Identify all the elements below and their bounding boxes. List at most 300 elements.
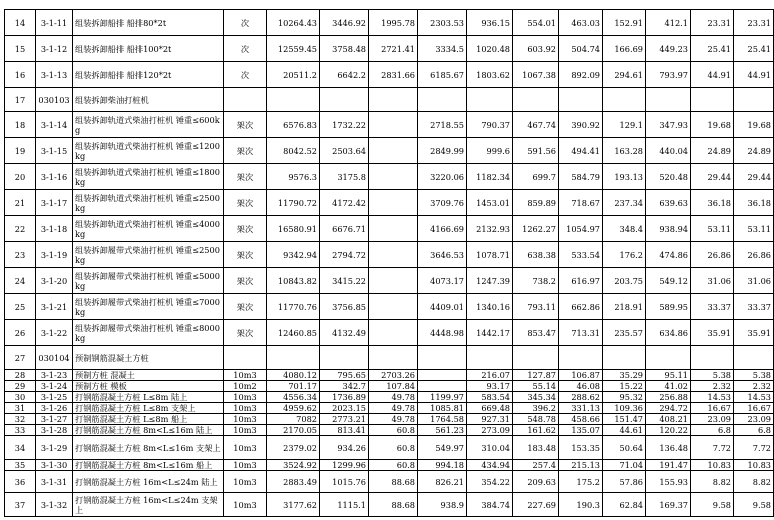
value-cell-v8: 129.1	[603, 112, 646, 138]
value-cell-total: 3524.92	[267, 460, 320, 471]
quota-code-cell: 3-1-29	[36, 436, 73, 460]
item-name-cell: 打钢筋混凝土方桩 L≤8m 陆上	[73, 392, 224, 403]
value-cell-v11: 9.58	[734, 493, 774, 517]
value-cell-v8: 50.64	[603, 436, 646, 460]
value-cell-v6: 554.01	[513, 10, 559, 36]
value-cell-machinery: 1085.81	[418, 403, 467, 414]
item-name-cell: 组装拆卸履带式柴油打桩机 锤重≤7000kg	[73, 294, 224, 320]
value-cell-material	[369, 164, 418, 190]
value-cell-v5: 384.74	[467, 493, 513, 517]
value-cell-labor: 934.26	[320, 436, 369, 460]
value-cell-v9: 347.93	[646, 112, 691, 138]
value-cell-v8	[603, 346, 646, 370]
table-row	[5, 138, 774, 164]
value-cell-v8: 95.32	[603, 392, 646, 403]
quota-code-cell: 3-1-14	[36, 112, 73, 138]
value-cell-v11: 6.8	[734, 425, 774, 436]
quota-code-cell: 3-1-11	[36, 10, 73, 36]
value-cell-machinery: 4409.01	[418, 294, 467, 320]
value-cell-machinery: 3709.76	[418, 190, 467, 216]
value-cell-total	[267, 346, 320, 370]
value-cell-v10: 14.53	[691, 392, 734, 403]
value-cell-total: 9576.3	[267, 164, 320, 190]
value-cell-v5: 936.15	[467, 10, 513, 36]
item-name-cell: 打钢筋混凝土方桩 8m<L≤16m 船上	[73, 460, 224, 471]
value-cell-total: 4959.62	[267, 403, 320, 414]
row-number-cell: 18	[5, 112, 36, 138]
row-number-cell: 19	[5, 138, 36, 164]
value-cell-v7: 458.66	[559, 414, 603, 425]
value-cell-v9: 120.22	[646, 425, 691, 436]
row-number-cell: 25	[5, 294, 36, 320]
value-cell-v9: 136.48	[646, 436, 691, 460]
item-name-cell: 组装拆卸轨道式柴油打桩机 锤重≤4000kg	[73, 216, 224, 242]
value-cell-total: 3177.62	[267, 493, 320, 517]
value-cell-v10: 16.67	[691, 403, 734, 414]
value-cell-v10: 24.89	[691, 138, 734, 164]
unit-cell: 10m3	[224, 425, 267, 436]
unit-cell: 10m3	[224, 392, 267, 403]
value-cell-v11: 44.91	[734, 62, 774, 88]
value-cell-v5: 93.17	[467, 381, 513, 392]
value-cell-v8: 62.84	[603, 493, 646, 517]
value-cell-v8: 35.29	[603, 370, 646, 381]
value-cell-material: 49.78	[369, 403, 418, 414]
table-row	[5, 112, 774, 138]
value-cell-v8: 237.34	[603, 190, 646, 216]
value-cell-material: 49.78	[369, 392, 418, 403]
unit-cell: 架次	[224, 320, 267, 346]
value-cell-v5: 354.22	[467, 471, 513, 493]
value-cell-material	[369, 268, 418, 294]
value-cell-machinery: 1199.97	[418, 392, 467, 403]
value-cell-v5: 273.09	[467, 425, 513, 436]
value-cell-v5: 310.04	[467, 436, 513, 460]
row-number-cell: 17	[5, 88, 36, 112]
table-row	[5, 460, 774, 471]
row-number-cell: 31	[5, 403, 36, 414]
quota-code-cell: 3-1-18	[36, 216, 73, 242]
item-name-cell: 打钢筋混凝土方桩 8m<L≤16m 支架上	[73, 436, 224, 460]
value-cell-total: 20511.2	[267, 62, 320, 88]
value-cell-v5: 927.31	[467, 414, 513, 425]
value-cell-v6: 257.4	[513, 460, 559, 471]
table-row	[5, 436, 774, 460]
value-cell-material: 107.84	[369, 381, 418, 392]
value-cell-material	[369, 190, 418, 216]
row-number-cell: 16	[5, 62, 36, 88]
table-row	[5, 294, 774, 320]
unit-cell: 架次	[224, 242, 267, 268]
unit-cell: 10m3	[224, 493, 267, 517]
value-cell-v11: 24.89	[734, 138, 774, 164]
unit-cell: 架次	[224, 294, 267, 320]
value-cell-v9: 634.86	[646, 320, 691, 346]
quota-code-cell: 3-1-19	[36, 242, 73, 268]
value-cell-material: 2831.66	[369, 62, 418, 88]
row-number-cell: 21	[5, 190, 36, 216]
item-name-cell: 组装拆卸履带式柴油打桩机 锤重≤5000kg	[73, 268, 224, 294]
value-cell-total: 2379.02	[267, 436, 320, 460]
value-cell-v8: 203.75	[603, 268, 646, 294]
value-cell-machinery: 2849.99	[418, 138, 467, 164]
value-cell-total: 4080.12	[267, 370, 320, 381]
value-cell-material: 2721.41	[369, 36, 418, 62]
value-cell-total: 2170.05	[267, 425, 320, 436]
value-cell-labor: 6676.71	[320, 216, 369, 242]
value-cell-total: 8042.52	[267, 138, 320, 164]
quota-code-cell: 3-1-27	[36, 414, 73, 425]
value-cell-machinery: 4073.17	[418, 268, 467, 294]
quota-code-cell: 3-1-31	[36, 471, 73, 493]
table-row	[5, 268, 774, 294]
unit-cell: 10m2	[224, 381, 267, 392]
table-row	[5, 381, 774, 392]
value-cell-labor: 3446.92	[320, 10, 369, 36]
row-number-cell: 26	[5, 320, 36, 346]
value-cell-v10: 23.31	[691, 10, 734, 36]
row-number-cell: 34	[5, 436, 36, 460]
value-cell-v8: 15.22	[603, 381, 646, 392]
value-cell-v9	[646, 346, 691, 370]
value-cell-labor: 4172.42	[320, 190, 369, 216]
value-cell-total: 2883.49	[267, 471, 320, 493]
value-cell-machinery	[418, 381, 467, 392]
value-cell-v7: 892.09	[559, 62, 603, 88]
quota-code-cell: 3-1-12	[36, 36, 73, 62]
value-cell-v8: 44.61	[603, 425, 646, 436]
table-row	[5, 36, 774, 62]
value-cell-machinery: 1764.58	[418, 414, 467, 425]
row-number-cell: 14	[5, 10, 36, 36]
value-cell-machinery: 3220.06	[418, 164, 467, 190]
quota-code-cell: 3-1-23	[36, 370, 73, 381]
value-cell-v6: 1262.27	[513, 216, 559, 242]
value-cell-v11: 16.67	[734, 403, 774, 414]
value-cell-v8: 193.13	[603, 164, 646, 190]
value-cell-v6: 396.2	[513, 403, 559, 414]
value-cell-v9: 41.02	[646, 381, 691, 392]
row-number-cell: 33	[5, 425, 36, 436]
table-row	[5, 62, 774, 88]
value-cell-v9: 191.47	[646, 460, 691, 471]
value-cell-total: 12559.45	[267, 36, 320, 62]
table-row	[5, 216, 774, 242]
value-cell-total: 11770.76	[267, 294, 320, 320]
value-cell-v6: 859.89	[513, 190, 559, 216]
quota-code-cell: 3-1-24	[36, 381, 73, 392]
value-cell-v9: 474.86	[646, 242, 691, 268]
value-cell-labor: 1115.1	[320, 493, 369, 517]
value-cell-labor: 1015.76	[320, 471, 369, 493]
value-cell-v9: 294.72	[646, 403, 691, 414]
value-cell-v6: 55.14	[513, 381, 559, 392]
item-name-cell: 组装拆卸船排 船排120*2t	[73, 62, 224, 88]
table-body	[5, 10, 774, 517]
value-cell-labor: 1299.96	[320, 460, 369, 471]
value-cell-machinery	[418, 346, 467, 370]
value-cell-v7: 190.3	[559, 493, 603, 517]
unit-cell: 架次	[224, 164, 267, 190]
value-cell-machinery: 3646.53	[418, 242, 467, 268]
unit-cell: 架次	[224, 138, 267, 164]
value-cell-v11: 36.18	[734, 190, 774, 216]
unit-cell: 次	[224, 10, 267, 36]
value-cell-v10: 19.68	[691, 112, 734, 138]
item-name-cell: 组装拆卸轨道式柴油打桩机 锤重≤2500kg	[73, 190, 224, 216]
quota-code-cell: 030104	[36, 346, 73, 370]
value-cell-v8: 151.47	[603, 414, 646, 425]
value-cell-v10: 29.44	[691, 164, 734, 190]
value-cell-v10: 23.09	[691, 414, 734, 425]
value-cell-v5: 2132.93	[467, 216, 513, 242]
value-cell-v8: 109.36	[603, 403, 646, 414]
unit-cell: 10m3	[224, 370, 267, 381]
value-cell-v10: 10.83	[691, 460, 734, 471]
value-cell-v6: 603.92	[513, 36, 559, 62]
unit-cell: 10m3	[224, 471, 267, 493]
table-row	[5, 164, 774, 190]
value-cell-v6: 161.62	[513, 425, 559, 436]
value-cell-v9: 793.97	[646, 62, 691, 88]
value-cell-v7: 494.41	[559, 138, 603, 164]
value-cell-v8	[603, 88, 646, 112]
value-cell-v9: 589.95	[646, 294, 691, 320]
value-cell-v10: 26.86	[691, 242, 734, 268]
value-cell-machinery: 549.97	[418, 436, 467, 460]
table-row	[5, 425, 774, 436]
table-row	[5, 414, 774, 425]
value-cell-labor: 3175.8	[320, 164, 369, 190]
value-cell-v6: 793.11	[513, 294, 559, 320]
quota-code-cell: 3-1-22	[36, 320, 73, 346]
value-cell-v11	[734, 346, 774, 370]
value-cell-v5: 999.6	[467, 138, 513, 164]
value-cell-v6: 548.78	[513, 414, 559, 425]
value-cell-machinery: 994.18	[418, 460, 467, 471]
value-cell-v7: 713.31	[559, 320, 603, 346]
value-cell-v10: 7.72	[691, 436, 734, 460]
quota-code-cell: 3-1-17	[36, 190, 73, 216]
value-cell-v6: 227.69	[513, 493, 559, 517]
value-cell-v8: 57.86	[603, 471, 646, 493]
value-cell-v9: 256.88	[646, 392, 691, 403]
value-cell-labor	[320, 346, 369, 370]
row-number-cell: 15	[5, 36, 36, 62]
value-cell-v5: 1803.62	[467, 62, 513, 88]
value-cell-machinery	[418, 88, 467, 112]
item-name-cell: 打钢筋混凝土方桩 16m<L≤24m 陆上	[73, 471, 224, 493]
value-cell-v6: 638.38	[513, 242, 559, 268]
row-number-cell: 29	[5, 381, 36, 392]
item-name-cell: 预制钢筋混凝土方桩	[73, 346, 224, 370]
value-cell-v7: 135.07	[559, 425, 603, 436]
value-cell-machinery: 561.23	[418, 425, 467, 436]
quota-code-cell: 3-1-13	[36, 62, 73, 88]
value-cell-material	[369, 346, 418, 370]
table-row	[5, 471, 774, 493]
value-cell-v11: 10.83	[734, 460, 774, 471]
value-cell-v5: 216.07	[467, 370, 513, 381]
value-cell-v9: 440.04	[646, 138, 691, 164]
value-cell-labor: 2023.15	[320, 403, 369, 414]
quota-table	[4, 9, 774, 517]
value-cell-v8: 71.04	[603, 460, 646, 471]
value-cell-v10: 31.06	[691, 268, 734, 294]
value-cell-v9: 449.23	[646, 36, 691, 62]
value-cell-v9: 938.94	[646, 216, 691, 242]
value-cell-v11: 19.68	[734, 112, 774, 138]
value-cell-v11: 26.86	[734, 242, 774, 268]
value-cell-v11: 31.06	[734, 268, 774, 294]
unit-cell: 架次	[224, 216, 267, 242]
value-cell-v7: 504.74	[559, 36, 603, 62]
value-cell-v10: 8.82	[691, 471, 734, 493]
quota-code-cell: 3-1-28	[36, 425, 73, 436]
row-number-cell: 32	[5, 414, 36, 425]
unit-cell: 10m3	[224, 460, 267, 471]
item-name-cell: 打钢筋混凝土方桩 16m<L≤24m 支架上	[73, 493, 224, 517]
value-cell-labor: 3415.22	[320, 268, 369, 294]
value-cell-labor: 342.7	[320, 381, 369, 392]
value-cell-machinery	[418, 370, 467, 381]
value-cell-v9: 408.21	[646, 414, 691, 425]
value-cell-v6: 591.56	[513, 138, 559, 164]
value-cell-labor: 1732.22	[320, 112, 369, 138]
quota-code-cell: 3-1-26	[36, 403, 73, 414]
table-row	[5, 88, 774, 112]
item-name-cell: 打钢筋混凝土方桩 8m<L≤16m 陆上	[73, 425, 224, 436]
value-cell-v5: 1247.39	[467, 268, 513, 294]
value-cell-v10	[691, 346, 734, 370]
value-cell-v7: 584.79	[559, 164, 603, 190]
table-row	[5, 370, 774, 381]
row-number-cell: 37	[5, 493, 36, 517]
value-cell-machinery: 826.21	[418, 471, 467, 493]
table-row	[5, 392, 774, 403]
value-cell-v11: 29.44	[734, 164, 774, 190]
value-cell-v7: 1054.97	[559, 216, 603, 242]
value-cell-material: 60.8	[369, 436, 418, 460]
value-cell-v10	[691, 88, 734, 112]
quota-code-cell: 3-1-20	[36, 268, 73, 294]
value-cell-material: 60.8	[369, 460, 418, 471]
value-cell-v7: 215.13	[559, 460, 603, 471]
value-cell-v7: 463.03	[559, 10, 603, 36]
value-cell-v5: 1078.71	[467, 242, 513, 268]
table-row	[5, 10, 774, 36]
value-cell-v11: 23.09	[734, 414, 774, 425]
value-cell-v8: 294.61	[603, 62, 646, 88]
value-cell-v10: 35.91	[691, 320, 734, 346]
value-cell-material: 60.8	[369, 425, 418, 436]
value-cell-v9: 549.12	[646, 268, 691, 294]
value-cell-material: 49.78	[369, 414, 418, 425]
value-cell-total: 10264.43	[267, 10, 320, 36]
value-cell-total: 12460.85	[267, 320, 320, 346]
value-cell-material	[369, 216, 418, 242]
table-row	[5, 346, 774, 370]
value-cell-v10: 33.37	[691, 294, 734, 320]
row-number-cell: 28	[5, 370, 36, 381]
value-cell-v9: 155.93	[646, 471, 691, 493]
value-cell-material	[369, 138, 418, 164]
value-cell-material: 88.68	[369, 493, 418, 517]
unit-cell: 次	[224, 36, 267, 62]
value-cell-v5: 583.54	[467, 392, 513, 403]
value-cell-v6: 1067.38	[513, 62, 559, 88]
value-cell-v6: 853.47	[513, 320, 559, 346]
value-cell-total: 7082	[267, 414, 320, 425]
value-cell-v5: 1020.48	[467, 36, 513, 62]
table-row	[5, 242, 774, 268]
value-cell-v10: 9.58	[691, 493, 734, 517]
value-cell-v7: 390.92	[559, 112, 603, 138]
value-cell-v9: 639.63	[646, 190, 691, 216]
item-name-cell: 打钢筋混凝土方桩 L≤8m 船上	[73, 414, 224, 425]
unit-cell: 架次	[224, 268, 267, 294]
value-cell-v10: 6.8	[691, 425, 734, 436]
value-cell-v8: 348.4	[603, 216, 646, 242]
row-number-cell: 36	[5, 471, 36, 493]
value-cell-v5: 434.94	[467, 460, 513, 471]
value-cell-v10: 25.41	[691, 36, 734, 62]
value-cell-labor: 6642.2	[320, 62, 369, 88]
item-name-cell: 组装拆卸轨道式柴油打桩机 锤重≤1200kg	[73, 138, 224, 164]
value-cell-v5: 1453.01	[467, 190, 513, 216]
quota-table-sheet	[4, 9, 774, 517]
value-cell-v11: 35.91	[734, 320, 774, 346]
item-name-cell: 预制方桩 混凝土	[73, 370, 224, 381]
value-cell-v6: 699.7	[513, 164, 559, 190]
value-cell-v7: 718.67	[559, 190, 603, 216]
value-cell-v7	[559, 346, 603, 370]
value-cell-total: 6576.83	[267, 112, 320, 138]
value-cell-v8: 163.28	[603, 138, 646, 164]
value-cell-labor: 3756.85	[320, 294, 369, 320]
value-cell-v5: 669.48	[467, 403, 513, 414]
value-cell-v8: 176.2	[603, 242, 646, 268]
value-cell-v6: 183.48	[513, 436, 559, 460]
value-cell-total: 701.17	[267, 381, 320, 392]
value-cell-v5: 1442.17	[467, 320, 513, 346]
value-cell-total	[267, 88, 320, 112]
row-number-cell: 24	[5, 268, 36, 294]
unit-cell	[224, 346, 267, 370]
value-cell-labor: 4132.49	[320, 320, 369, 346]
unit-cell: 10m3	[224, 403, 267, 414]
item-name-cell: 组装拆卸履带式柴油打桩机 锤重≤2500kg	[73, 242, 224, 268]
unit-cell: 架次	[224, 190, 267, 216]
value-cell-v7: 106.87	[559, 370, 603, 381]
value-cell-v6	[513, 88, 559, 112]
unit-cell: 架次	[224, 112, 267, 138]
value-cell-machinery: 4448.98	[418, 320, 467, 346]
value-cell-v7: 616.97	[559, 268, 603, 294]
value-cell-v10: 36.18	[691, 190, 734, 216]
value-cell-v7	[559, 88, 603, 112]
value-cell-v7: 46.08	[559, 381, 603, 392]
value-cell-machinery: 6185.67	[418, 62, 467, 88]
value-cell-v6	[513, 346, 559, 370]
row-number-cell: 35	[5, 460, 36, 471]
value-cell-v7: 153.35	[559, 436, 603, 460]
table-row	[5, 320, 774, 346]
value-cell-v8: 152.91	[603, 10, 646, 36]
value-cell-v11: 53.11	[734, 216, 774, 242]
quota-code-cell: 3-1-30	[36, 460, 73, 471]
value-cell-v11	[734, 88, 774, 112]
